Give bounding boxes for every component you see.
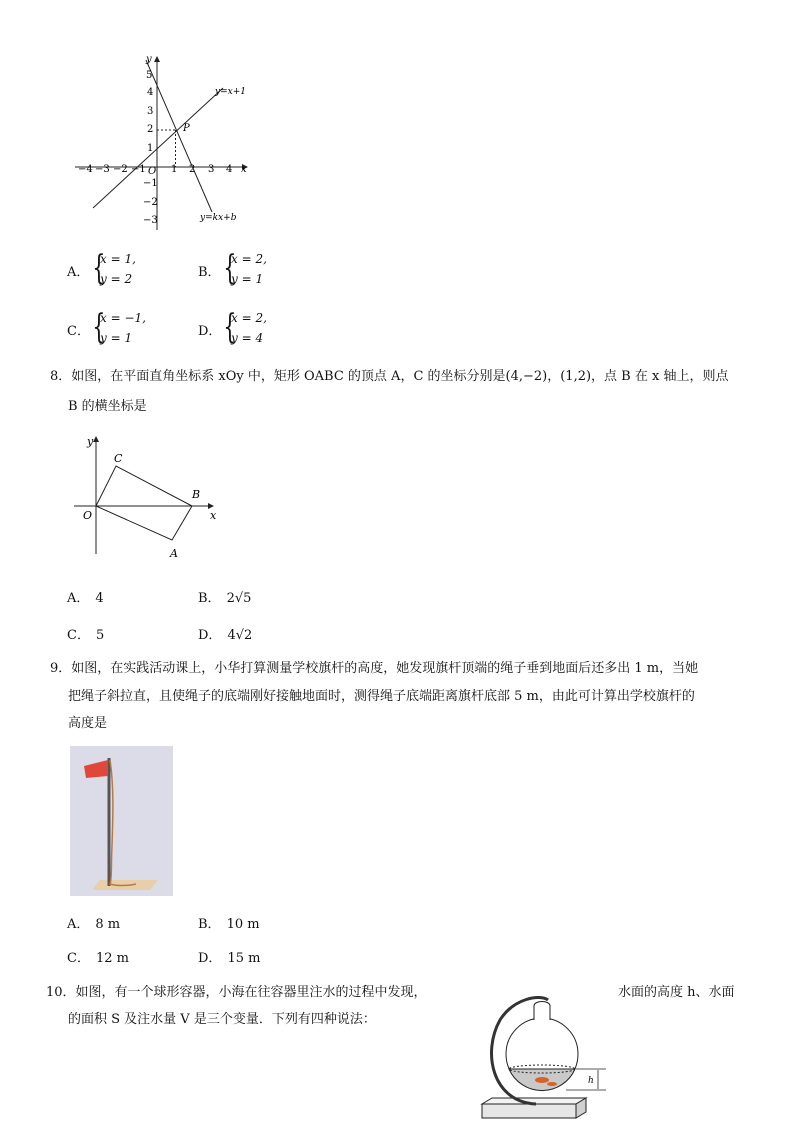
option-letter: A． (67, 265, 90, 280)
o-label: O (83, 509, 93, 522)
q10-stem-line1-right: 水面的高度 h、水面 (618, 985, 735, 1000)
q7-coordinate-graph (70, 50, 260, 235)
stand-base (482, 1104, 576, 1118)
system-line-1: x = −1, (100, 311, 146, 325)
y-axis-label: y (146, 54, 152, 65)
q10-stem-line1-left: 10．如图，有一个球形容器，小海在往容器里注水的过程中发现， (46, 985, 427, 1000)
q8-stem-line1: 8．如图，在平面直角坐标系 xOy 中，矩形 OABC 的顶点 A，C 的坐标分别是(4,−2)，(1,2)，点 B 在 x 轴上，则点 (50, 369, 729, 384)
q9-stem-line3: 高度是 (68, 716, 108, 731)
q9-option-a: A． 8 m (67, 917, 121, 932)
sphere-neck (534, 1002, 550, 1021)
c-label: C (114, 452, 123, 465)
q8-option-d: D． 4√2 (198, 628, 253, 643)
q8-option-c: C． 5 (67, 628, 105, 643)
q9-option-b: B． 10 m (198, 917, 260, 932)
system-line-2: y = 4 (231, 331, 264, 345)
x-tick: 1 (171, 164, 178, 175)
line1-label: y=x+1 (215, 87, 246, 97)
a-label: A (170, 547, 178, 560)
y-axis-arrow (154, 56, 160, 62)
x-tick: 2 (189, 164, 196, 175)
q8-option-a: A． 4 (67, 591, 104, 606)
brace: { (92, 248, 106, 288)
q8-rectangle-figure (72, 432, 232, 567)
x-label: x (210, 509, 217, 522)
y-tick: 5 (146, 70, 153, 81)
y-label: y (87, 435, 94, 448)
q8-option-b: B． 2√5 (198, 591, 252, 606)
x-tick: −1 (131, 164, 146, 175)
goldfish (547, 1082, 557, 1086)
y-tick: 4 (147, 87, 154, 98)
line-y-x-plus-1 (93, 88, 223, 208)
q8-stem-line2: B 的横坐标是 (68, 399, 147, 414)
line2-label: y=kx+b (200, 213, 237, 223)
x-tick: −4 (78, 164, 93, 175)
y-tick: 1 (147, 143, 154, 154)
system-line-1: x = 2, (231, 252, 267, 266)
system-line-1: x = 2, (231, 311, 267, 325)
y-tick: −2 (143, 197, 158, 208)
y-tick: 2 (147, 124, 154, 135)
q10-spherical-container-figure (480, 992, 610, 1120)
q9-stem-line2: 把绳子斜拉直，且使绳子的底端刚好接触地面时，测得绳子底端距离旗杆底部 5 m，由此可计算出学校旗杆的 (68, 689, 695, 704)
system-line-2: y = 1 (231, 272, 264, 286)
brace: { (223, 248, 237, 288)
b-label: B (192, 488, 201, 501)
line-y-kx-plus-b (146, 60, 215, 212)
x-axis-label: x (241, 164, 247, 175)
option-letter: D． (198, 324, 222, 339)
y-tick: −1 (143, 178, 158, 189)
brace: { (92, 307, 106, 347)
h-label: h (588, 1076, 594, 1086)
q9-flagpole-image (70, 746, 173, 896)
system-line-1: x = 1, (100, 252, 136, 266)
origin-label: O (148, 166, 157, 177)
x-tick: 4 (226, 164, 233, 175)
q9-option-c: C． 12 m (67, 951, 129, 966)
q9-option-d: D． 15 m (198, 951, 261, 966)
x-tick: 3 (208, 164, 215, 175)
goldfish (535, 1077, 549, 1083)
rectangle-oabc (96, 466, 192, 540)
x-tick: −2 (113, 164, 128, 175)
y-tick: 3 (147, 106, 154, 117)
q10-stem-line2: 的面积 S 及注水量 V 是三个变量．下列有四种说法： (68, 1012, 376, 1027)
system-line-2: y = 2 (100, 272, 133, 286)
brace: { (223, 307, 237, 347)
x-tick: −3 (95, 164, 110, 175)
option-letter: C． (67, 324, 90, 339)
option-letter: B． (198, 265, 221, 280)
q9-stem-line1: 9．如图，在实践活动课上，小华打算测量学校旗杆的高度，她发现旗杆顶端的绳子垂到地面后还多出 1 m，当她 (50, 661, 699, 676)
point-p-label: P (183, 123, 190, 134)
system-line-2: y = 1 (100, 331, 133, 345)
y-tick: −3 (143, 215, 158, 226)
y-axis-arrow (93, 436, 99, 442)
